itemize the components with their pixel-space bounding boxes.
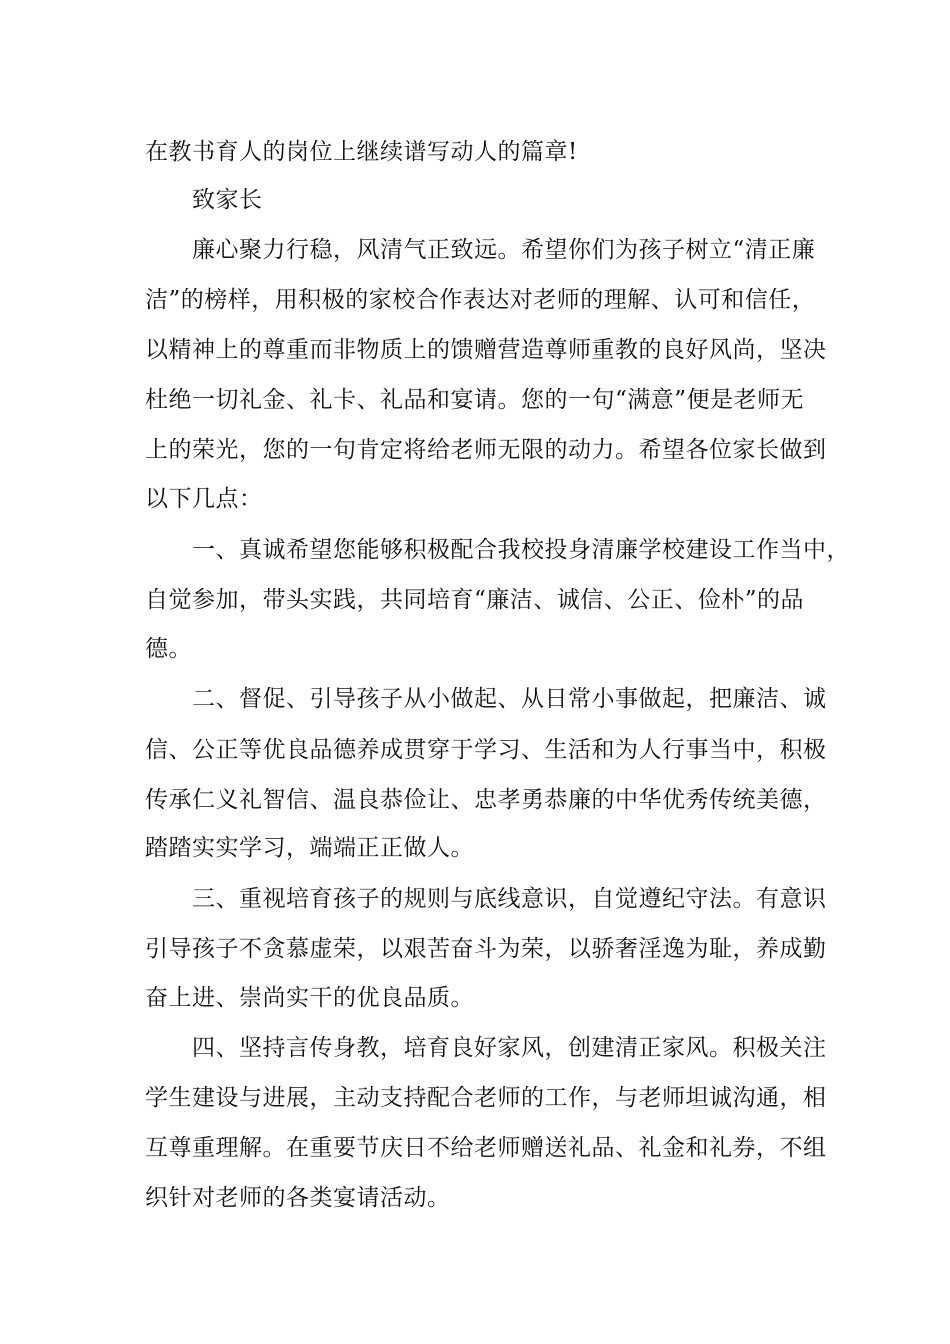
text-line: 洁”的榜样，用积极的家校合作表达对老师的理解、认可和信任， (145, 287, 816, 313)
text-line: 引导孩子不贪慕虚荣，以艰苦奋斗为荣，以骄奢淫逸为耻，养成勤 (145, 936, 827, 962)
text-line: 自觉参加，带头实践，共同培育“廉洁、诚信、公正、俭朴”的品 (145, 587, 805, 613)
text-line: 上的荣光，您的一句肯定将给老师无限的动力。希望各位家长做到 (145, 437, 827, 463)
text-line: 奋上进、崇尚实干的优良品质。 (145, 985, 474, 1011)
text-line: 织针对老师的各类宴请活动。 (145, 1185, 451, 1211)
text-line: 以下几点： (145, 486, 263, 512)
text-line: 在教书育人的岗位上继续谱写动人的篇章! (145, 139, 578, 165)
text-line: 二、督促、引导孩子从小做起、从日常小事做起，把廉洁、诚 (192, 686, 827, 712)
text-line: 以精神上的尊重而非物质上的馈赠营造尊师重教的良好风尚，坚决 (145, 337, 827, 363)
text-line: 踏踏实实学习，端端正正做人。 (145, 835, 474, 861)
text-line: 学生建设与进展，主动支持配合老师的工作，与老师坦诚沟通，相 (145, 1085, 827, 1111)
section-heading: 致家长 (192, 187, 263, 213)
text-line: 廉心聚力行稳，风清气正致远。希望你们为孩子树立“清正廉 (192, 237, 816, 263)
text-line: 杜绝一切礼金、礼卡、礼品和宴请。您的一句“满意”便是老师无 (145, 387, 805, 413)
text-line: 德。 (145, 636, 192, 662)
text-line: 互尊重理解。在重要节庆日不给老师赠送礼品、礼金和礼券，不组 (145, 1135, 827, 1161)
text-line: 三、重视培育孩子的规则与底线意识，自觉遵纪守法。有意识 (192, 886, 827, 912)
text-line: 一、真诚希望您能够积极配合我校投身清廉学校建设工作当中， (192, 537, 850, 563)
text-line: 传承仁义礼智信、温良恭俭让、忠孝勇恭廉的中华优秀传统美德， (145, 787, 827, 813)
text-line: 信、公正等优良品德养成贯穿于学习、生活和为人行事当中，积极 (145, 737, 827, 763)
text-line: 四、坚持言传身教，培育良好家风，创建清正家风。积极关注 (192, 1035, 827, 1061)
